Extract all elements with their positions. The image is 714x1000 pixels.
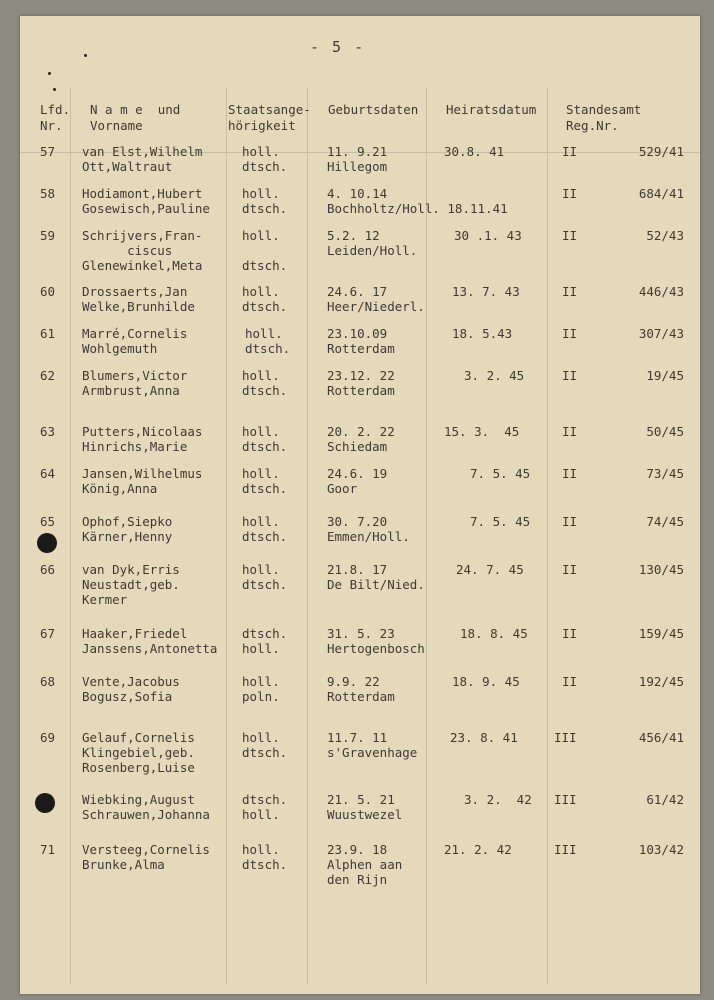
row-marriage: 7. 5. 45 bbox=[470, 466, 531, 481]
row-office: III bbox=[554, 792, 577, 807]
ink-speck bbox=[53, 88, 56, 91]
row-marriage: 18. 5.43 bbox=[452, 326, 513, 341]
row-number: 68 bbox=[40, 674, 56, 689]
row-nationality: holl. dtsch. bbox=[242, 842, 288, 872]
row-office: III bbox=[554, 842, 577, 857]
row-office: II bbox=[562, 466, 578, 481]
row-names: Jansen,Wilhelmus König,Anna bbox=[82, 466, 203, 496]
ink-speck bbox=[48, 72, 51, 75]
row-number: 60 bbox=[40, 284, 56, 299]
row-names: Schrijvers,Fran- ciscus Glenewinkel,Meta bbox=[82, 228, 203, 273]
row-registry-no: 130/45 bbox=[638, 562, 684, 577]
punch-hole bbox=[35, 793, 55, 813]
row-nationality: holl. dtsch. bbox=[242, 144, 288, 174]
row-birth: 11. 9.21 Hillegom bbox=[327, 144, 388, 174]
row-marriage: 13. 7. 43 bbox=[452, 284, 520, 299]
row-names: Versteeg,Cornelis Brunke,Alma bbox=[82, 842, 210, 872]
column-divider bbox=[70, 88, 71, 984]
row-number: 66 bbox=[40, 562, 56, 577]
row-registry-no: 74/45 bbox=[646, 514, 684, 529]
row-marriage: 18. 8. 45 bbox=[460, 626, 528, 641]
row-number: 61 bbox=[40, 326, 56, 341]
row-nationality: holl. dtsch. bbox=[242, 284, 288, 314]
row-names: Marré,Cornelis Wohlgemuth bbox=[82, 326, 188, 356]
row-names: van Elst,Wilhelm Ott,Waltraut bbox=[82, 144, 203, 174]
row-names: Haaker,Friedel Janssens,Antonetta bbox=[82, 626, 218, 656]
row-number: 58 bbox=[40, 186, 56, 201]
row-number: 62 bbox=[40, 368, 56, 383]
row-registry-no: 103/42 bbox=[638, 842, 684, 857]
row-number: 71 bbox=[40, 842, 56, 857]
row-birth: 21.8. 17 De Bilt/Nied. bbox=[327, 562, 425, 592]
row-marriage: 23. 8. 41 bbox=[450, 730, 518, 745]
row-registry-no: 446/43 bbox=[638, 284, 684, 299]
row-registry-no: 529/41 bbox=[638, 144, 684, 159]
row-birth: 24.6. 19 Goor bbox=[327, 466, 388, 496]
row-names: Drossaerts,Jan Welke,Brunhilde bbox=[82, 284, 195, 314]
column-divider bbox=[426, 88, 427, 984]
punch-hole bbox=[37, 533, 57, 553]
header-nationality: Staatsange- hörigkeit bbox=[228, 102, 311, 133]
row-marriage: 18. 9. 45 bbox=[452, 674, 520, 689]
page-number: - 5 - bbox=[310, 38, 366, 56]
row-names: Gelauf,Cornelis Klingebiel,geb. Rosenberg,Luise bbox=[82, 730, 195, 775]
row-office: II bbox=[562, 514, 578, 529]
header-name: N a m e und Vorname bbox=[90, 102, 181, 133]
row-names: Vente,Jacobus Bogusz,Sofia bbox=[82, 674, 180, 704]
row-birth: 21. 5. 21 Wuustwezel bbox=[327, 792, 403, 822]
row-nationality: holl. dtsch. bbox=[242, 186, 288, 216]
row-nationality: holl. dtsch. bbox=[242, 562, 288, 592]
row-nationality: holl. dtsch. bbox=[242, 730, 288, 760]
header-registry: Standesamt Reg.Nr. bbox=[566, 102, 642, 133]
row-marriage: 21. 2. 42 bbox=[444, 842, 512, 857]
row-birth: 4. 10.14 Bochholtz/Holl. 18.11.41 bbox=[327, 186, 508, 216]
row-nationality: holl. dtsch. bbox=[242, 368, 288, 398]
row-registry-no: 50/45 bbox=[646, 424, 684, 439]
row-registry-no: 61/42 bbox=[646, 792, 684, 807]
row-marriage: 30 .1. 43 bbox=[454, 228, 522, 243]
row-nationality: holl. poln. bbox=[242, 674, 280, 704]
row-nationality: dtsch. holl. bbox=[242, 792, 288, 822]
row-names: Ophof,Siepko Kärner,Henny bbox=[82, 514, 173, 544]
row-marriage: 7. 5. 45 bbox=[470, 514, 531, 529]
row-office: II bbox=[562, 674, 578, 689]
document-page bbox=[20, 16, 700, 994]
row-birth: 20. 2. 22 Schiedam bbox=[327, 424, 395, 454]
row-names: Wiebking,August Schrauwen,Johanna bbox=[82, 792, 210, 822]
row-number: 59 bbox=[40, 228, 56, 243]
column-divider bbox=[307, 88, 308, 984]
row-office: II bbox=[562, 424, 578, 439]
row-number: 64 bbox=[40, 466, 56, 481]
row-marriage: 3. 2. 45 bbox=[464, 368, 525, 383]
row-birth: 30. 7.20 Emmen/Holl. bbox=[327, 514, 410, 544]
row-names: van Dyk,Erris Neustadt,geb. Kermer bbox=[82, 562, 180, 607]
row-office: II bbox=[562, 228, 578, 243]
row-office: II bbox=[562, 368, 578, 383]
row-nationality: holl. dtsch. bbox=[242, 466, 288, 496]
row-registry-no: 52/43 bbox=[646, 228, 684, 243]
row-registry-no: 456/41 bbox=[638, 730, 684, 745]
row-nationality: holl. dtsch. bbox=[245, 326, 291, 356]
row-birth: 31. 5. 23 Hertogenbosch bbox=[327, 626, 425, 656]
row-number: 69 bbox=[40, 730, 56, 745]
row-registry-no: 19/45 bbox=[646, 368, 684, 383]
row-registry-no: 73/45 bbox=[646, 466, 684, 481]
column-divider bbox=[226, 88, 227, 984]
row-registry-no: 307/43 bbox=[638, 326, 684, 341]
row-birth: 23.10.09 Rotterdam bbox=[327, 326, 395, 356]
row-birth: 23.12. 22 Rotterdam bbox=[327, 368, 395, 398]
row-nationality: holl. dtsch. bbox=[242, 228, 288, 273]
header-lfd-nr: Lfd. Nr. bbox=[40, 102, 71, 133]
row-registry-no: 192/45 bbox=[638, 674, 684, 689]
row-registry-no: 159/45 bbox=[638, 626, 684, 641]
row-number: 65 bbox=[40, 514, 56, 529]
row-number: 57 bbox=[40, 144, 56, 159]
row-nationality: dtsch. holl. bbox=[242, 626, 288, 656]
row-nationality: holl. dtsch. bbox=[242, 424, 288, 454]
row-birth: 23.9. 18 Alphen aan den Rijn bbox=[327, 842, 403, 887]
row-birth: 11.7. 11 s'Gravenhage bbox=[327, 730, 418, 760]
row-office: II bbox=[562, 626, 578, 641]
row-names: Blumers,Victor Armbrust,Anna bbox=[82, 368, 188, 398]
row-marriage: 24. 7. 45 bbox=[456, 562, 524, 577]
row-office: II bbox=[562, 186, 578, 201]
row-names: Hodiamont,Hubert Gosewisch,Pauline bbox=[82, 186, 210, 216]
row-birth: 5.2. 12 Leiden/Holl. bbox=[327, 228, 418, 258]
row-office: II bbox=[562, 562, 578, 577]
row-nationality: holl. dtsch. bbox=[242, 514, 288, 544]
ink-speck bbox=[84, 54, 87, 57]
column-divider bbox=[547, 88, 548, 984]
row-birth: 24.6. 17 Heer/Niederl. bbox=[327, 284, 425, 314]
row-marriage: 3. 2. 42 bbox=[464, 792, 532, 807]
row-office: II bbox=[562, 284, 578, 299]
row-names: Putters,Nicolaas Hinrichs,Marie bbox=[82, 424, 203, 454]
row-number: 63 bbox=[40, 424, 56, 439]
row-office: II bbox=[562, 326, 578, 341]
row-office: III bbox=[554, 730, 577, 745]
row-marriage: 30.8. 41 bbox=[444, 144, 505, 159]
header-marriage-date: Heiratsdatum bbox=[446, 102, 537, 117]
row-marriage: 15. 3. 45 bbox=[444, 424, 520, 439]
row-registry-no: 684/41 bbox=[638, 186, 684, 201]
row-number: 67 bbox=[40, 626, 56, 641]
header-birth-data: Geburtsdaten bbox=[328, 102, 419, 117]
row-office: II bbox=[562, 144, 578, 159]
row-birth: 9.9. 22 Rotterdam bbox=[327, 674, 395, 704]
